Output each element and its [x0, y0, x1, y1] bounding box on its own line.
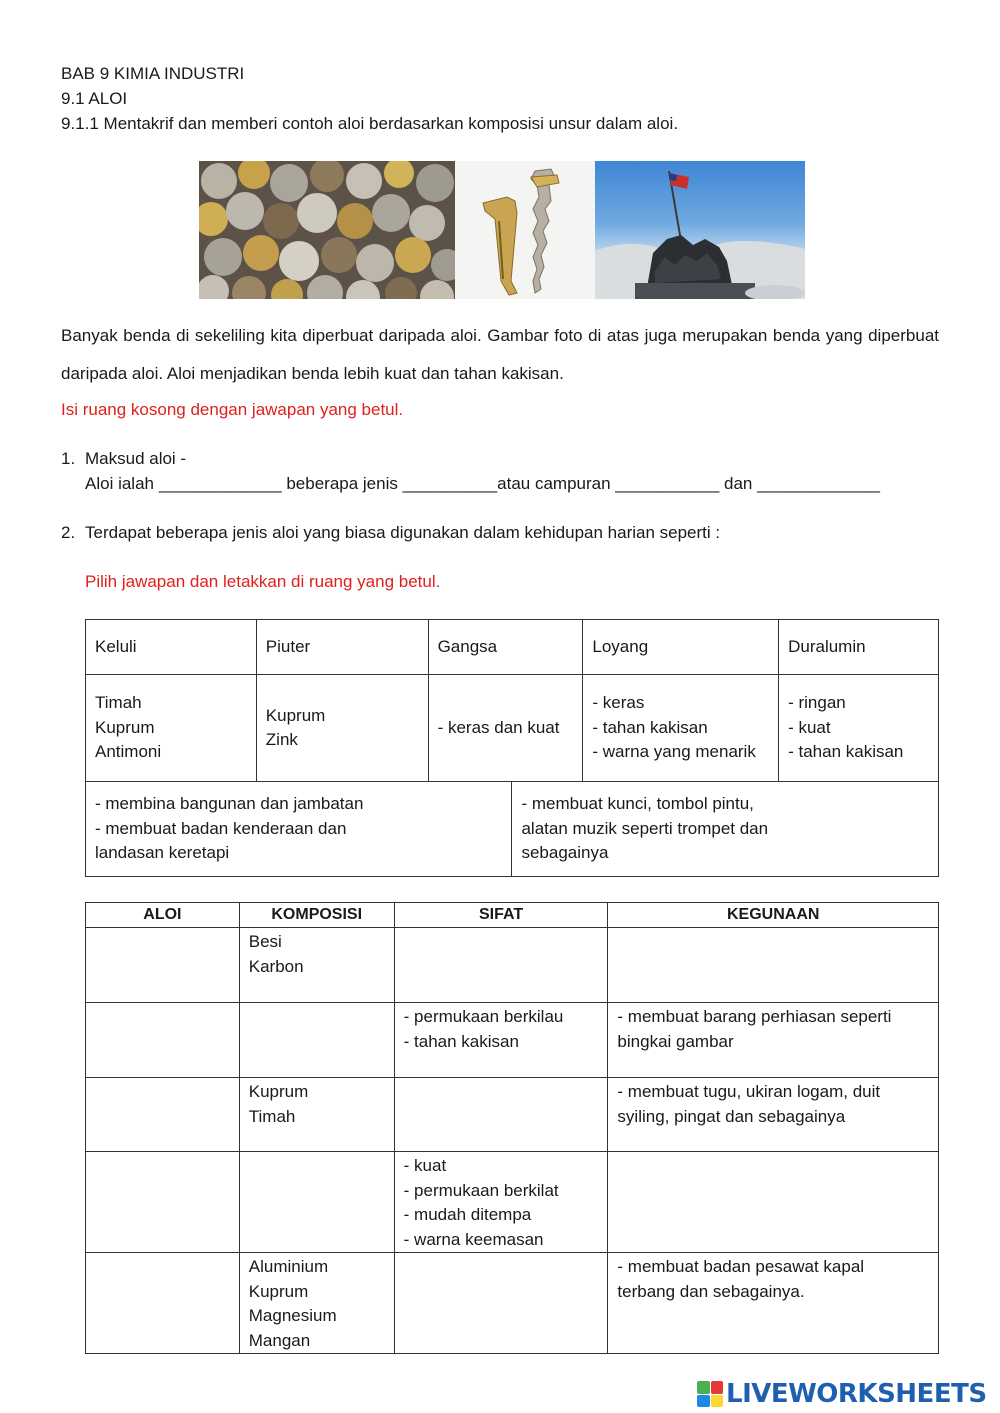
- cell-line: - permukaan berkilat: [403, 1180, 559, 1200]
- cell-line: - membuat tugu, ukiran logam, duit: [617, 1082, 881, 1101]
- question-1-definition: Aloi ialah _____________ beberapa jenis __________atau campuran ___________ dan _____________: [85, 474, 880, 493]
- option-line: - tahan kakisan: [788, 742, 904, 762]
- kegunaan-cell: [608, 1253, 939, 1354]
- option-piuter[interactable]: Piuter: [256, 620, 428, 675]
- kegunaan-drop-slot[interactable]: [608, 1152, 939, 1253]
- table-row: [86, 928, 939, 1003]
- keris-photo: [455, 161, 595, 299]
- option-line: Kuprum: [95, 717, 155, 737]
- komposisi-cell: [239, 928, 394, 1003]
- cell-line: terbang dan sebagainya.: [617, 1281, 805, 1301]
- option-duralumin[interactable]: Duralumin: [779, 620, 939, 675]
- cell-line: - kuat: [403, 1156, 447, 1175]
- option-gangsa[interactable]: Gangsa: [428, 620, 583, 675]
- table-row: [86, 1078, 939, 1152]
- option-line: - membuat badan kenderaan dan: [95, 818, 347, 838]
- cell-line: syiling, pingat dan sebagainya: [617, 1106, 846, 1126]
- option-property-keras-kuat[interactable]: [428, 675, 583, 782]
- sifat-drop-slot[interactable]: [394, 1078, 608, 1152]
- answer-options-table: [85, 619, 939, 877]
- option-line: sebagainya: [521, 843, 609, 863]
- chapter-title: BAB 9 KIMIA INDUSTRI: [61, 64, 245, 83]
- cell-line: - permukaan berkilau: [403, 1007, 564, 1026]
- option-line: Antimoni: [95, 742, 162, 762]
- cell-line: Kuprum: [248, 1082, 309, 1101]
- cell-line: - mudah ditempa: [403, 1205, 532, 1224]
- kegunaan-cell: [608, 1078, 939, 1152]
- option-line: alatan muzik seperti trompet dan: [521, 818, 769, 838]
- option-line: - keras dan kuat: [437, 717, 560, 737]
- option-line: - membina bangunan dan jambatan: [95, 794, 364, 814]
- aloi-drop-slot[interactable]: [86, 1253, 240, 1354]
- header-sifat: SIFAT: [394, 903, 608, 928]
- cell-line: Karbon: [248, 956, 304, 976]
- option-line: Kuprum: [265, 705, 326, 725]
- sifat-cell: [394, 1152, 608, 1253]
- aloi-drop-slot[interactable]: [86, 1078, 240, 1152]
- cell-line: - tahan kakisan: [403, 1031, 519, 1051]
- cell-line: - membuat barang perhiasan seperti: [617, 1007, 892, 1026]
- cell-line: Aluminium: [248, 1257, 329, 1276]
- header-aloi: ALOI: [86, 903, 240, 928]
- national-monument-photo: [595, 161, 805, 299]
- option-composition-timah-kuprum-antimoni[interactable]: [86, 675, 257, 782]
- komposisi-cell: [239, 1078, 394, 1152]
- question-2-text: Terdapat beberapa jenis aloi yang biasa digunakan dalam kehidupan harian seperti :: [85, 523, 721, 542]
- cell-line: Kuprum: [248, 1281, 309, 1301]
- table-row: [86, 1253, 939, 1354]
- option-line: - ringan: [788, 693, 846, 713]
- cell-line: bingkai gambar: [617, 1031, 734, 1051]
- liveworksheets-logo-text: LIVEWORKSHEETS: [726, 1379, 987, 1409]
- cell-line: Magnesium: [248, 1306, 337, 1325]
- header-kegunaan: KEGUNAAN: [608, 903, 939, 928]
- cell-line: - membuat badan pesawat kapal: [617, 1257, 865, 1276]
- option-line: landasan keretapi: [95, 843, 230, 863]
- option-line: - keras: [592, 693, 645, 713]
- cell-line: - warna keemasan: [403, 1229, 544, 1249]
- fill-blank-instruction: Isi ruang kosong dengan jawapan yang betul.: [61, 400, 404, 419]
- komposisi-drop-slot[interactable]: [239, 1003, 394, 1078]
- option-line: Timah: [95, 693, 142, 713]
- komposisi-cell: [239, 1253, 394, 1354]
- intro-paragraph: Banyak benda di sekeliling kita diperbuat daripada aloi. Gambar foto di atas juga merupakan benda yang diperbuat daripada aloi. Aloi menjadikan benda lebih kuat dan tahan kakisan.: [61, 326, 939, 383]
- option-usage-bangunan-kenderaan[interactable]: [86, 782, 512, 877]
- coins-photo: [199, 161, 455, 299]
- option-line: - warna yang menarik: [592, 742, 756, 762]
- option-property-keras-tahan-kakisan-warna[interactable]: [583, 675, 779, 782]
- aloi-drop-slot[interactable]: [86, 1003, 240, 1078]
- option-loyang[interactable]: Loyang: [583, 620, 779, 675]
- option-composition-kuprum-zink[interactable]: [256, 675, 428, 782]
- option-line: Zink: [265, 730, 298, 749]
- liveworksheets-logo[interactable]: [697, 1378, 987, 1410]
- cell-line: Timah: [248, 1106, 296, 1126]
- sifat-drop-slot[interactable]: [394, 928, 608, 1003]
- aloi-drop-slot[interactable]: [86, 1152, 240, 1253]
- alloy-worksheet-table: [85, 902, 939, 1354]
- table-row: [86, 1003, 939, 1078]
- option-line: - kuat: [788, 717, 831, 737]
- aloi-drop-slot[interactable]: [86, 928, 240, 1003]
- option-property-ringan-kuat-tahan-kakisan[interactable]: [779, 675, 939, 782]
- option-line: - membuat kunci, tombol pintu,: [521, 794, 754, 814]
- kegunaan-drop-slot[interactable]: [608, 928, 939, 1003]
- cell-line: Besi: [248, 932, 282, 951]
- question-1-number: 1.: [61, 449, 76, 468]
- section-title: 9.1 ALOI: [61, 89, 128, 108]
- komposisi-drop-slot[interactable]: [239, 1152, 394, 1253]
- drag-drop-instruction: Pilih jawapan dan letakkan di ruang yang betul.: [85, 572, 441, 591]
- option-usage-kunci-trompet[interactable]: [512, 782, 939, 877]
- sifat-drop-slot[interactable]: [394, 1253, 608, 1354]
- objective-text: 9.1.1 Mentakrif dan memberi contoh aloi berdasarkan komposisi unsur dalam aloi.: [61, 114, 679, 133]
- header-komposisi: KOMPOSISI: [239, 903, 394, 928]
- table-row: [86, 1152, 939, 1253]
- option-line: - tahan kakisan: [592, 717, 708, 737]
- question-1-title: Maksud aloi -: [85, 449, 187, 468]
- option-keluli[interactable]: Keluli: [86, 620, 257, 675]
- question-2-number: 2.: [61, 523, 76, 542]
- sifat-cell: [394, 1003, 608, 1078]
- kegunaan-cell: [608, 1003, 939, 1078]
- cell-line: Mangan: [248, 1330, 311, 1350]
- liveworksheets-logo-icon: [697, 1381, 723, 1407]
